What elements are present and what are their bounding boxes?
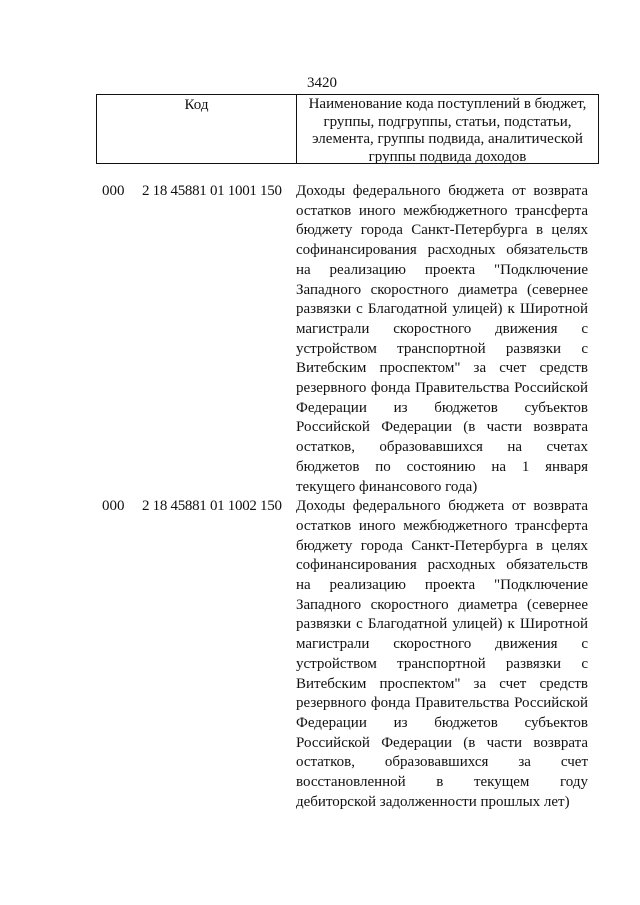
page-number: 3420 — [307, 75, 337, 91]
table-row — [102, 182, 602, 497]
admin-code: 000 — [102, 183, 125, 199]
income-name: Доходы федерального бюджета от возврата остатков иного межбюджетного трансферта бюджету города Санкт-Петербурга в целях софинансирования расходных обязательств на реализацию проекта "Подключение Западного скоростного диаметра (севернее развязки с Благодатной улицей) к Широтной магистрали скоростного движения с устройством транспортной развязки с Витебским проспектом" за счет средств резервного фонда Правительства Российской Федерации из бюджетов субъектов Российской Федерации (в части возврата остатков, образовавшихся за счет восстановленной в текущем году дебиторской задолженности прошлых лет) — [296, 498, 588, 810]
income-codes-list — [102, 182, 602, 813]
header-code-label: Код — [97, 95, 297, 163]
income-name: Доходы федерального бюджета от возврата остатков иного межбюджетного трансферта бюджету города Санкт-Петербурга в целях софинансирования расходных обязательств на реализацию проекта "Подключение Западного скоростного диаметра (севернее развязки с Благодатной улицей) к Широтной магистрали скоростного движения с устройством транспортной развязки с Витебским проспектом" за счет средств резервного фонда Правительства Российской Федерации из бюджетов субъектов Российской Федерации (в части возврата остатков, образовавшихся на счетах бюджетов по состоянию на 1 января текущего финансового года) — [296, 183, 588, 495]
header-name-label: Наименование кода поступлений в бюджет, группы, подгруппы, статьи, подстатьи, элемента, группы подвида, аналитической группы подвида доходов — [308, 96, 587, 165]
table-header — [96, 94, 599, 164]
table-row — [102, 497, 602, 812]
admin-code: 000 — [102, 498, 125, 515]
budget-classification-code: 2 18 45881 01 1002 150 — [142, 498, 282, 515]
budget-classification-code: 2 18 45881 01 1001 150 — [142, 183, 282, 199]
